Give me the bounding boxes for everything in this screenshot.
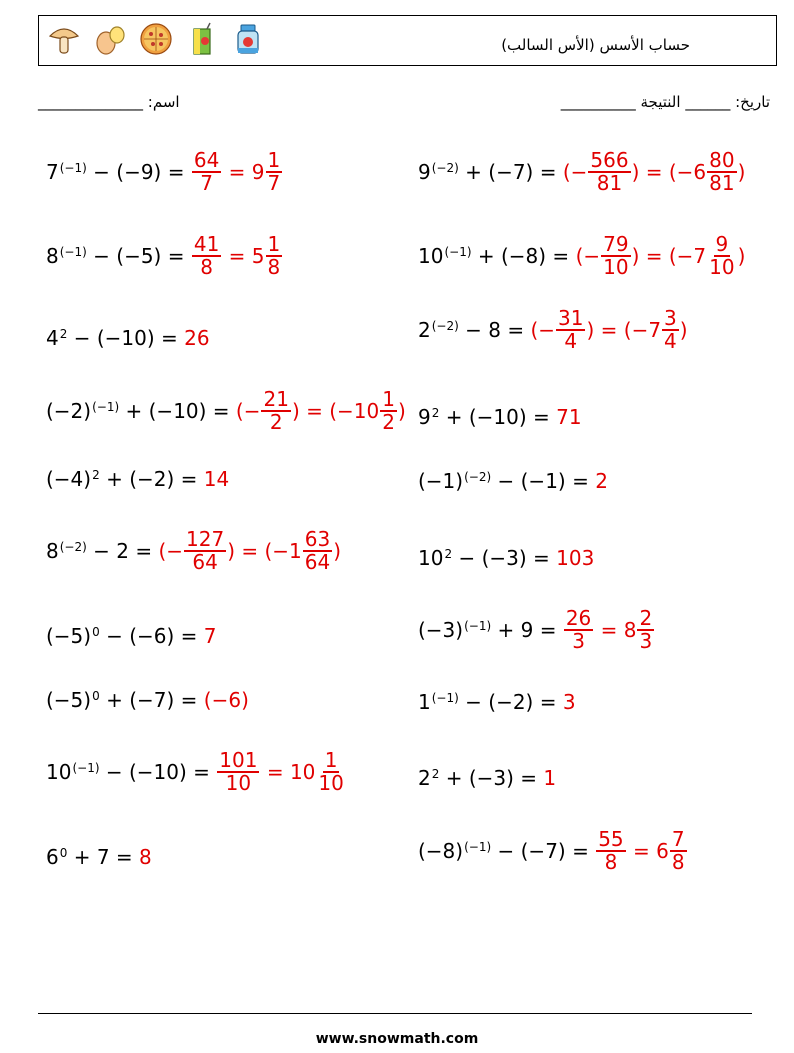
question [418,546,556,570]
fraction [380,389,397,433]
expr-text: (−6) [203,688,249,712]
fraction [192,150,221,194]
fraction [316,750,345,794]
numerator: 566 [590,148,629,172]
fraction [217,750,259,794]
expr-text: 3 [562,690,576,714]
numerator: 80 [709,148,735,172]
worksheet-header [38,15,777,66]
problem-row [46,308,210,368]
problem-row [418,300,688,360]
problem-row [418,672,576,732]
problem-row [46,606,217,666]
fraction [266,150,283,194]
denominator: 4 [664,329,677,353]
name-blank: ______________ [38,93,143,111]
expr-text: 10 [418,244,444,268]
header-icons [47,22,265,56]
fraction [707,234,736,278]
numerator: 26 [565,606,592,630]
problem-row [46,381,406,441]
expr-text: + (−8) = [471,244,576,268]
denominator: 8 [200,255,213,279]
expr-text: = 8 [594,618,637,642]
mushroom-icon [47,22,81,56]
expr-text: (− [575,244,601,268]
expr-text: 10 [418,546,444,570]
numerator: 7 [671,827,685,851]
fraction [670,829,687,873]
expr-text: ) [333,539,342,563]
expr-text: (− [235,399,261,423]
numerator: 21 [263,387,289,411]
expr-text: 14 [203,467,230,491]
question [46,326,184,350]
expr-text: (−3) [418,618,464,642]
numerator: 55 [598,827,624,851]
expr-text: 10 [46,760,72,784]
denominator: 8 [671,850,685,874]
expr-text: ) [679,318,688,342]
denominator: 10 [225,771,252,795]
question [46,399,236,423]
expr-text: (−5) [46,624,92,648]
problem-row [418,451,608,511]
numerator: 3 [664,306,677,330]
denominator: 3 [639,629,653,653]
expr-text: − (−9) = [86,160,191,184]
footer-url: www.snowmath.com [315,1031,479,1047]
numerator: 41 [193,232,220,256]
fraction [596,829,625,873]
expr-text: 1 [418,690,431,714]
exponent: (−2) [464,470,492,484]
numerator: 1 [267,148,281,172]
answer [204,688,249,712]
numerator: 31 [558,306,584,330]
expr-text: 4 [46,326,59,350]
expr-text: (− [530,318,556,342]
fraction [261,389,290,433]
expr-text: − 8 = [458,318,531,342]
exponent: (−1) [464,619,492,633]
expr-text: 8 [46,539,59,563]
answer [191,150,283,194]
denominator: 81 [596,171,623,195]
question [418,469,595,493]
numerator: 1 [324,748,338,772]
denominator: 2 [382,410,395,434]
date-score-field [561,93,770,111]
denominator: 7 [200,171,213,195]
denominator: 64 [304,550,331,574]
expr-text: ) [737,244,746,268]
expr-text: − (−5) = [86,244,191,268]
exponent: 0 [92,625,100,639]
exponent: (−1) [444,245,472,259]
problem-row [418,387,582,447]
answer [204,624,217,648]
numerator: 64 [193,148,220,172]
exponent: (−2) [431,319,459,333]
problem-row [418,600,655,660]
denominator: 7 [267,171,281,195]
answer [158,529,341,573]
question [418,690,563,714]
date-label: تاريخ: [735,93,770,111]
problem-row [418,528,594,588]
fraction [556,308,585,352]
numerator: 1 [267,232,281,256]
question [418,766,543,790]
expr-text: 103 [556,546,595,570]
answer [191,234,283,278]
question [46,467,204,491]
answer [543,766,556,790]
denominator: 10 [603,255,629,279]
expr-text: + (−7) = [99,688,204,712]
expr-text: 1 [543,766,557,790]
answer [595,469,608,493]
expr-text: + (−10) = [119,399,236,423]
question [46,160,191,184]
expr-text: 71 [556,405,582,429]
question [418,160,563,184]
exponent: (−1) [431,691,459,705]
exponent: 0 [92,689,100,703]
expr-text: − (−1) = [491,469,596,493]
name-label: اسم: [147,93,180,111]
exponent: (−1) [72,761,100,775]
exponent: 2 [431,767,440,781]
score-label: النتيجة [640,93,681,111]
fraction [266,234,283,278]
numerator: 63 [304,527,331,551]
expr-text: 7 [203,624,217,648]
eggs-icon [93,22,127,56]
question [46,688,204,712]
expr-text: ) = (−6 [631,160,707,184]
expr-text: − (−7) = [491,839,596,863]
exponent: (−1) [59,161,87,175]
fraction [707,150,736,194]
expr-text: 2 [418,766,431,790]
answer [595,829,687,873]
question [46,539,158,563]
name-field [38,93,180,111]
expr-text: + 9 = [491,618,563,642]
numerator: 127 [186,527,225,551]
expr-text: + 7 = [67,845,140,869]
expr-text: 7 [46,160,59,184]
answer [530,308,687,352]
numerator: 101 [219,748,258,772]
expr-text: − (−2) = [458,690,563,714]
expr-text: ) = (−1 [227,539,302,563]
jam-jar-icon [231,22,265,56]
expr-text: ) = (−7 [586,318,662,342]
problem-row [46,670,249,730]
problem-row [46,521,341,581]
answer [556,405,581,429]
answer [563,608,655,652]
expr-text: (−4) [46,467,92,491]
fraction [303,529,332,573]
denominator: 4 [564,329,578,353]
fraction [184,529,226,573]
problem-row [46,742,347,802]
expr-text: = 10 [260,760,316,784]
problem-row [46,449,229,509]
numerator: 9 [715,232,729,256]
expr-text: (−2) [46,399,92,423]
expr-text: (− [562,160,588,184]
fraction [637,608,654,652]
answer [204,467,229,491]
pizza-icon [139,22,173,56]
answer [139,845,152,869]
exponent: (−1) [92,400,120,414]
footer-divider [38,1013,752,1014]
score-blank: __________ [560,93,636,111]
numerator: 79 [603,232,629,256]
expr-text: 2 [418,318,431,342]
expr-text: 9 [418,405,431,429]
date-blank: ______ [685,93,731,111]
expr-text: 6 [46,845,59,869]
answer [576,234,746,278]
expr-text: 2 [595,469,608,493]
problem-row [418,821,688,881]
denominator: 10 [709,255,735,279]
denominator: 10 [318,771,344,795]
exponent: (−1) [464,840,492,854]
problem-row [418,226,745,286]
expr-text: 8 [46,244,59,268]
denominator: 3 [572,629,585,653]
expr-text: − (−10) = [99,760,217,784]
answer [216,750,347,794]
exponent: 2 [444,547,453,561]
question [418,618,563,642]
question [46,760,216,784]
question [46,624,204,648]
denominator: 2 [269,410,283,434]
answer [184,326,209,350]
expr-text: − 2 = [86,539,159,563]
numerator: 2 [639,606,653,630]
exponent: 2 [431,406,440,420]
fraction [601,234,630,278]
denominator: 8 [604,850,618,874]
expr-text: (− [158,539,184,563]
expr-text: + (−7) = [458,160,563,184]
fraction [662,308,679,352]
expr-text: + (−3) = [439,766,544,790]
expr-text: ) = (−10 [291,399,380,423]
answer [236,389,406,433]
exponent: 2 [92,468,100,482]
answer [563,150,746,194]
expr-text: = 5 [222,244,265,268]
worksheet-title: حساب الأسس (الأس السالب) [501,36,690,54]
expr-text: = 6 [626,839,669,863]
exponent: (−1) [59,245,87,259]
numerator: 1 [382,387,395,411]
expr-text: ) [737,160,746,184]
problem-row [418,748,556,808]
expr-text: + (−2) = [99,467,204,491]
expr-text: 26 [184,326,210,350]
question [418,318,530,342]
denominator: 81 [709,171,735,195]
expr-text: + (−10) = [439,405,557,429]
fraction [588,150,630,194]
expr-text: = 9 [222,160,265,184]
answer [563,690,576,714]
question [418,839,595,863]
juice-box-icon [185,22,219,56]
exponent: 2 [59,327,68,341]
expr-text: (−8) [418,839,464,863]
problem-row [46,226,283,286]
expr-text: 8 [139,845,152,869]
denominator: 8 [267,255,281,279]
question [418,405,556,429]
expr-text: (−1) [418,469,464,493]
expr-text: − (−6) = [99,624,204,648]
exponent: 0 [59,846,68,860]
problem-row [418,142,745,202]
exponent: (−2) [59,540,87,554]
expr-text: 9 [418,160,431,184]
problem-row [46,827,152,887]
expr-text: ) = (−7 [631,244,707,268]
expr-text: − (−3) = [452,546,557,570]
fraction [192,234,221,278]
answer [556,546,594,570]
fraction [564,608,593,652]
question [46,244,191,268]
question [46,845,139,869]
exponent: (−2) [431,161,459,175]
question [418,244,576,268]
expr-text: ) [397,399,406,423]
expr-text: − (−10) = [67,326,185,350]
denominator: 64 [192,550,218,574]
problem-row [46,142,283,202]
expr-text: (−5) [46,688,92,712]
